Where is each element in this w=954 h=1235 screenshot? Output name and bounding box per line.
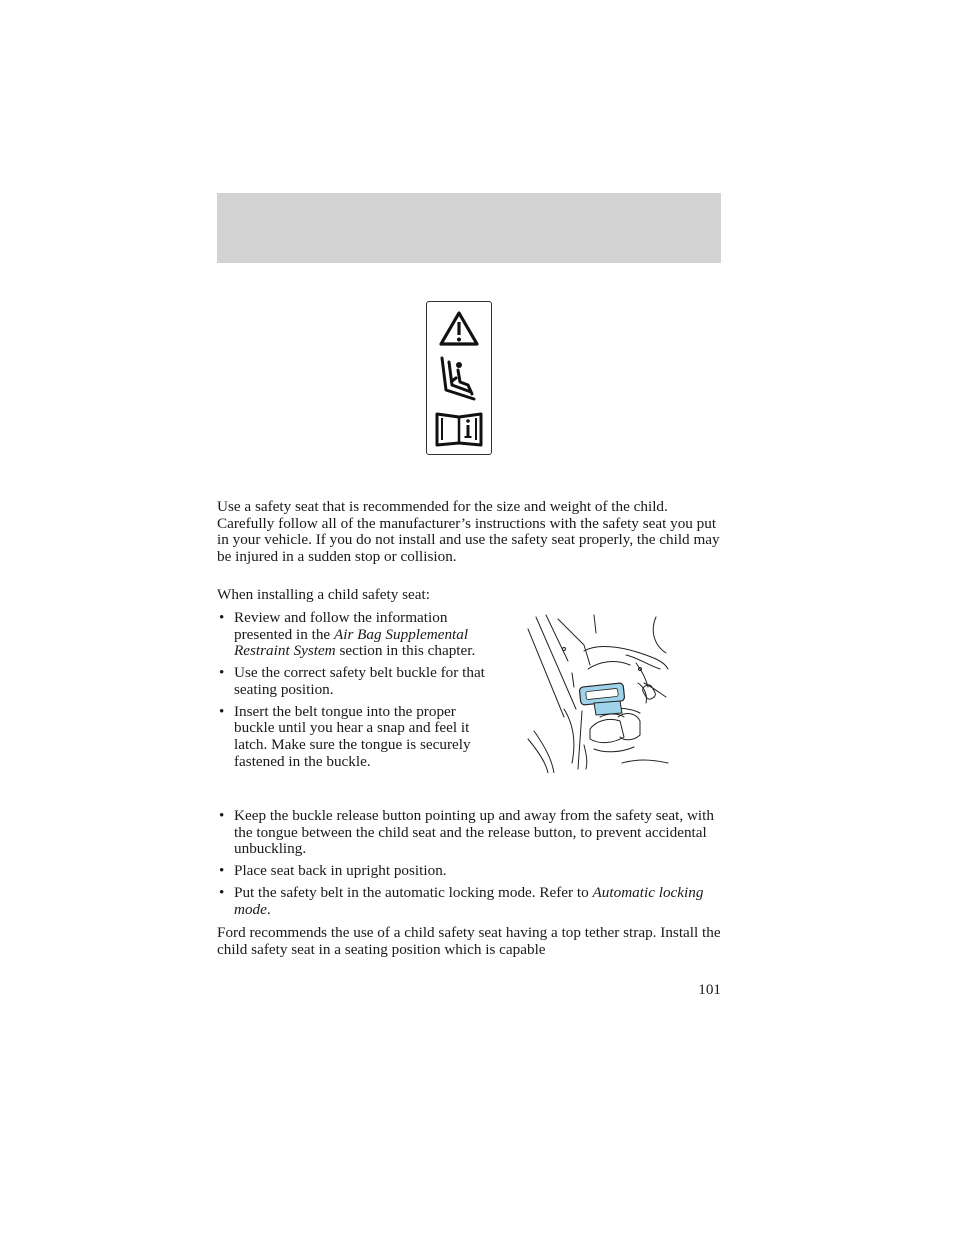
page-number: 101 [698, 981, 721, 998]
list-item: • Review and follow the information presented in the Air Bag Supplemental Restraint System section in this chapter. [217, 610, 487, 660]
list-item: • Put the safety belt in the automatic locking mode. Refer to Automatic locking mode. [217, 885, 722, 918]
list-item: • Insert the belt tongue into the proper buckle until you hear a snap and feel it latch. Make sure the tongue is securely fastened in the buckle. [217, 704, 487, 770]
buckle-illustration [524, 613, 672, 773]
installation-bullets-bottom [217, 808, 722, 924]
warning-symbols-panel [426, 301, 492, 455]
warning-triangle-icon [441, 313, 477, 344]
section-header-band [217, 193, 721, 263]
when-installing-label: When installing a child safety seat: [217, 586, 430, 603]
owner-manual-info-icon [437, 414, 481, 445]
list-item: • Use the correct safety belt buckle for that seating position. [217, 665, 487, 698]
list-item: • Keep the buckle release button pointing up and away from the safety seat, with the tongue between the child seat and the release button, to prevent accidental unbuckling. [217, 808, 722, 858]
intro-paragraph: Use a safety seat that is recommended for the size and weight of the child. Carefully follow all of the manufacturer’s instructions with the safety seat you put in your vehicle. If you do not install and use the safety seat properly, the child may be injured in a sudden stop or collision. [217, 498, 720, 565]
child-seat-icon [442, 358, 474, 399]
top-tether-paragraph: Ford recommends the use of a child safety seat having a top tether strap. Install the child safety seat in a seating position which is capable [217, 924, 721, 958]
list-item: • Place seat back in upright position. [217, 863, 722, 880]
installation-bullets-top [217, 610, 487, 776]
